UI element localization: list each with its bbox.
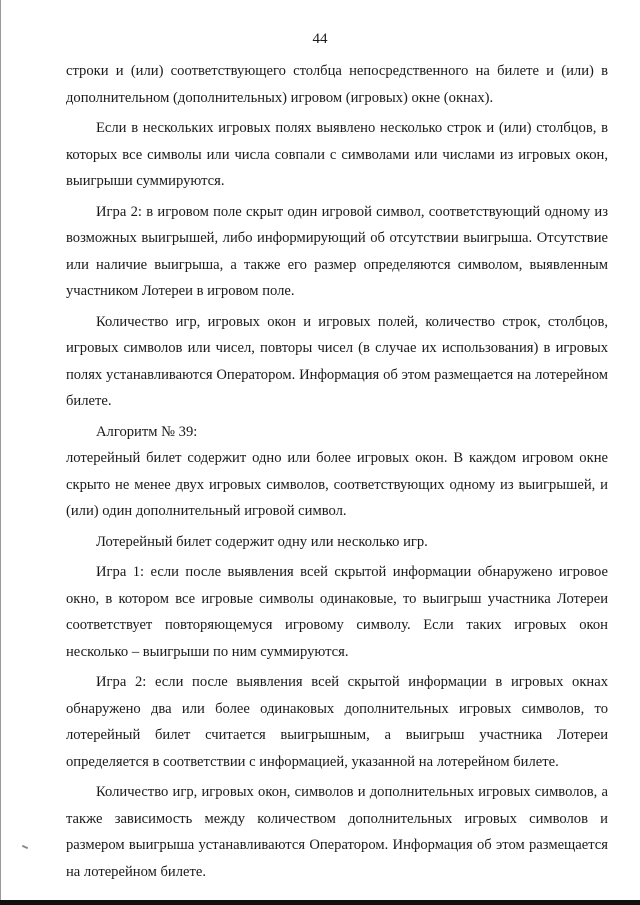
document-body [66,58,608,889]
paragraph-continuation: строки и (или) соответствующего столбца непосредственного на билете и (или) в дополнительном (дополнительных) игровом (игровых) окне (окнах). [66,63,608,106]
paragraph-games-count: Лотерейный билет содержит одну или несколько игр. [96,533,428,550]
paragraph-game-2-field: Игра 2: в игровом поле скрыт один игровой символ, соответствующий одному из возможных выигрышей, либо информирующий об отсутствии выигрыша. Отсутствие или наличие выигрыша, а также его размер определяются символом, выявленным участником Лотереи в игровом поле. [66,203,608,299]
paragraph-multiple-fields: Если в нескольких игровых полях выявлено несколько строк и (или) столбцов, в которых все символы или числа совпали с символами или числами из игровых окон, выигрыши суммируются. [66,120,608,189]
scan-speck [22,845,28,849]
paragraph-game-1: Игра 1: если после выявления всей скрытой информации обнаружено игровое окно, в котором все игровые символы одинаковые, то выигрыш участника Лотереи соответствует повторяющемуся игровому символу. Если таких игровых окон несколько – выигрыши по ним суммируются. [66,564,608,660]
paragraph-ticket-windows: лотерейный билет содержит одно или более игровых окон. В каждом игровом окне скрыто не менее двух игровых символов, соответствующих одному из выигрышей, и (или) один дополнительный игровой символ. [66,450,608,519]
page-number: 44 [312,31,328,47]
scan-left-edge [0,0,1,905]
paragraph-game-2-windows: Игра 2: если после выявления всей скрытой информации в игровых окнах обнаружено два или более одинаковых дополнительных игровых символов, то лотерейный билет считается выигрышным, а выигрыш участника Лотереи определяется в соответствии с информацией, указанной на лотерейном билете. [66,674,608,770]
paragraph-operator-info: Количество игр, игровых окон, символов и дополнительных игровых символов, а также зависимость между количеством дополнительных игровых символов и размером выигрыша устанавливаются Оператором. Информация об этом размещается на лотерейном билете. [66,784,608,880]
scan-bottom-edge [0,900,640,905]
algorithm-heading: Алгоритм № 39: [96,423,198,440]
paragraph-operator-settings: Количество игр, игровых окон и игровых полей, количество строк, столбцов, игровых символов или чисел, повторы чисел (в случае их использования) в игровых полях устанавливаются Оператором. Информация об этом размещается на лотерейном билете. [66,313,608,409]
